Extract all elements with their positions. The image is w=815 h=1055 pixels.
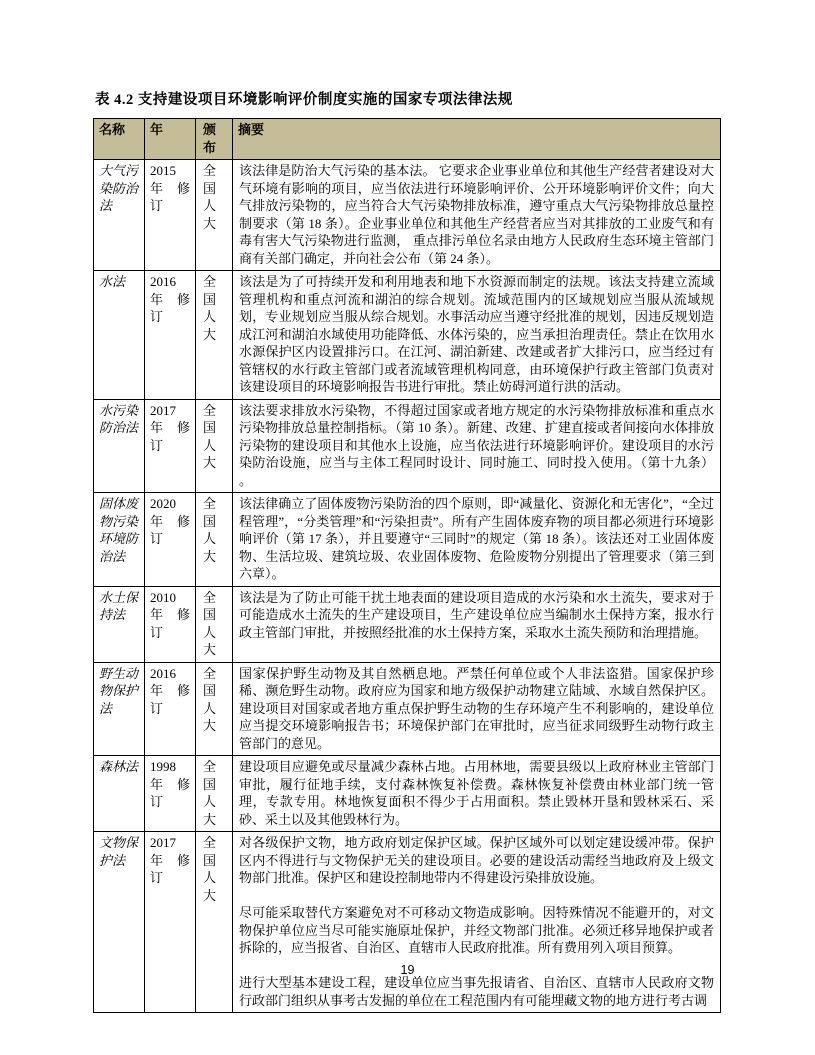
year-cell: 2010 年 修订	[145, 586, 196, 662]
year-cell: 2016 年 修订	[145, 271, 196, 400]
summary-paragraph: 该法律是防治大气污染的基本法。 它要求企业事业单位和其他生产经营者建设对大气环境有影响的项目，应当依法进行环境影响评价、公开环境影响评价文件；向大气排放污染物的，应当符合大气污染物排放标准，遵守重点大气污染物排放总量控制要求（第 18 条）。企业事业单位和其他生产经营者应当对其排放的工业废气和有毒有害大气污染物进行监测， 重点排污单位名录由地方人民政府生态环境主管部门商有关部门确定，并向社会公布（第 24 条）。	[239, 163, 714, 266]
table-row	[94, 756, 721, 832]
law-name-cell: 大气污染防治法	[94, 160, 145, 271]
summary-cell	[233, 662, 721, 756]
law-name-cell: 水法	[94, 271, 145, 400]
page-number: 19	[400, 963, 415, 977]
law-name-cell: 森林法	[94, 756, 145, 832]
header-issuer: 颁布	[196, 119, 233, 160]
table-row	[94, 662, 721, 756]
summary-paragraph: 尽可能采取替代方案避免对不可移动文物造成影响。因特殊情况不能避开的，对文物保护单位应当尽可能实施原址保护，并经文物部门批准。必须迁移异地保护或者拆除的，应当报省、自治区、直辖市人民政府批准。所有费用列入项目预算。	[239, 905, 714, 955]
header-year: 年	[145, 119, 196, 160]
table-row	[94, 832, 721, 1013]
year-cell: 2017 年 修订	[145, 399, 196, 493]
summary-cell	[233, 160, 721, 271]
summary-cell	[233, 832, 721, 1013]
table-row	[94, 586, 721, 662]
header-name: 名称	[94, 119, 145, 160]
year-cell: 2015 年 修订	[145, 160, 196, 271]
header-summary: 摘要	[233, 119, 721, 160]
summary-paragraph: 建设项目应避免或尽量减少森林占地。占用林地，需要县级以上政府林业主管部门审批，履行征地手续，支付森林恢复补偿费。森林恢复补偿费由林业部门统一管理，专款专用。林地恢复面积不得少于占用面积。禁止毁林开垦和毁林采石、采砂、采土以及其他毁林行为。	[239, 759, 714, 827]
law-name-cell: 水污染防治法	[94, 399, 145, 493]
summary-cell	[233, 493, 721, 587]
summary-cell	[233, 399, 721, 493]
issuer-cell: 全国人大	[196, 399, 233, 493]
summary-cell	[233, 271, 721, 400]
table-caption: 表 4.2 支持建设项目环境影响评价制度实施的国家专项法律法规	[95, 92, 513, 108]
summary-paragraph: 国家保护野生动物及其自然栖息地。严禁任何单位或个人非法盗猎。国家保护珍稀、濒危野生动物。政府应为国家和地方级保护动物建立陆域、水域自然保护区。建设项目对国家或者地方重点保护野生动物的生存环境产生不利影响的，建设单位应当提交环境影响报告书；环境保护部门在审批时，应当征求同级野生动物行政主管部门的意见。	[239, 665, 714, 751]
table-row	[94, 399, 721, 493]
summary-paragraph: 该法是为了可持续开发和利用地表和地下水资源而制定的法规。该法支持建立流域管理机构和重点河流和湖泊的综合规划。流域范围内的区域规划应当服从流域规划，专业规划应当服从综合规划。水事活动应当遵守经批准的规划，因违反规划造成江河和湖泊水域使用功能降低、水体污染的，应当承担治理责任。禁止在饮用水水源保护区内设置排污口。在江河、湖泊新建、改建或者扩大排污口，应当经过有管辖权的水行政主管部门或者流域管理机构同意，由环境保护行政主管部门负责对该建设项目的环境影响报告书进行审批。禁止妨碍河道行洪的活动。	[239, 274, 714, 394]
summary-paragraph: 该法律确立了固体废物污染防治的四个原则，即“减量化、资源化和无害化”，“全过程管理”，“分类管理”和“污染担责”。所有产生固体废弃物的项目都必须进行环境影响评价（第 17 条），并且要遵守“三同时”的规定（第 18 条）。该法还对工业固体废物、生活垃圾、建筑垃圾、农业固体废物、危险废物分别提出了管理要求（第三到六章）。	[239, 496, 714, 581]
laws-table	[93, 118, 721, 1013]
law-name-cell: 水土保持法	[94, 586, 145, 662]
issuer-cell: 全国人大	[196, 662, 233, 756]
issuer-cell: 全国人大	[196, 832, 233, 1013]
table-row	[94, 160, 721, 271]
issuer-cell: 全国人大	[196, 493, 233, 587]
summary-paragraph: 进行大型基本建设工程，建设单位应当事先报请省、自治区、直辖市人民政府文物行政部门组织从事考古发掘的单位在工程范围内有可能埋藏文物的地方进行考古调	[239, 975, 714, 1008]
summary-cell	[233, 756, 721, 832]
issuer-cell: 全国人大	[196, 756, 233, 832]
issuer-cell: 全国人大	[196, 271, 233, 400]
issuer-cell: 全国人大	[196, 160, 233, 271]
summary-paragraph: 该法是为了防止可能干扰土地表面的建设项目造成的水污染和水土流失，要求对于可能造成水土流失的生产建设项目，生产建设单位应当编制水土保持方案，报水行政主管部门审批，并按照经批准的水土保持方案，采取水土流失预防和治理措施。	[239, 589, 714, 640]
table-row	[94, 271, 721, 400]
issuer-cell: 全国人大	[196, 586, 233, 662]
year-cell: 2020 年 修订	[145, 493, 196, 587]
summary-paragraph: 对各级保护文物，地方政府划定保护区域。保护区域外可以划定建设缓冲带。保护区内不得进行与文物保护无关的建设项目。必要的建设活动需经当地政府及上级文物部门批准。保护区和建设控制地带内不得建设污染排放设施。	[239, 835, 714, 885]
law-name-cell: 野生动物保护法	[94, 662, 145, 756]
table-header	[94, 119, 721, 160]
table-body	[94, 160, 721, 1013]
law-name-cell: 固体废物污染环境防治法	[94, 493, 145, 587]
law-name-cell: 文物保护法	[94, 832, 145, 1013]
year-cell: 2016 年 修订	[145, 662, 196, 756]
year-cell: 1998 年 修订	[145, 756, 196, 832]
table-row	[94, 493, 721, 587]
year-cell: 2017 年 修订	[145, 832, 196, 1013]
header-row	[94, 119, 721, 160]
summary-paragraph: 该法要求排放水污染物，不得超过国家或者地方规定的水污染物排放标准和重点水污染物排放总量控制指标。（第 10 条）。新建、改建、扩建直接或者间接向水体排放污染物的建设项目和其他水上设施，应当依法进行环境影响评价。建设项目的水污染防治设施，应当与主体工程同时设计、同时施工、同时投入使用。（第十九条） 。	[239, 402, 714, 488]
summary-cell	[233, 586, 721, 662]
